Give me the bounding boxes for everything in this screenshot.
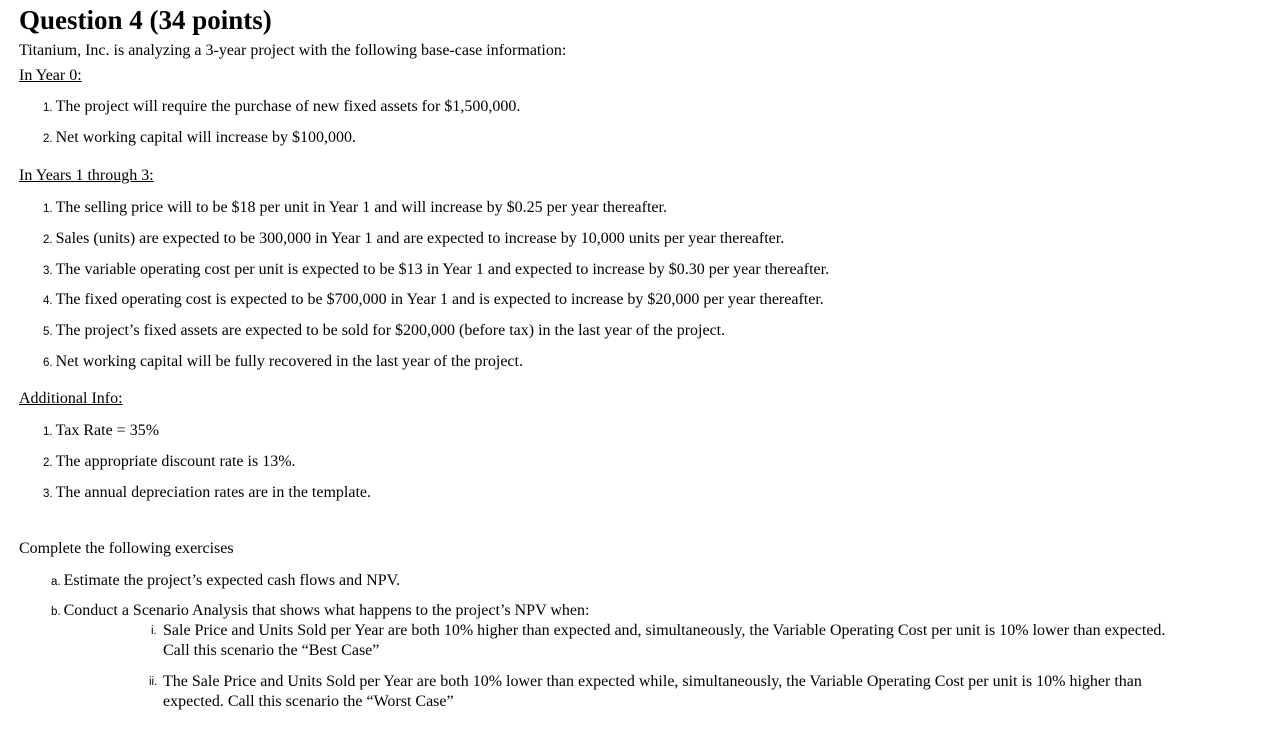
list-item-text: Tax Rate = 35% [55,422,160,439]
list-item [43,97,520,118]
list-marker: 5. [43,326,53,338]
list-marker: 2. [43,457,53,469]
list-marker: 1. [43,102,53,114]
question-title: Question 4 (34 points) [19,5,272,35]
list-item-text: The project will require the purchase of new fixed assets for $1,500,000. [55,98,521,115]
sub-list-line: Sale Price and Units Sold per Year are both 10% higher than expected and, simultaneously, the Variable Operating Cost per unit is 10% lower than expected. [163,622,1166,639]
list-item [43,198,667,219]
sub-list-item [151,621,1166,661]
list-marker: b. [51,606,61,618]
list-item [43,260,829,281]
list-item [43,483,371,504]
list-item [43,421,159,442]
list-item-text: Net working capital will increase by $100,000. [55,129,356,146]
sub-list-line: The Sale Price and Units Sold per Year are both 10% lower than expected while, simultaneously, the Variable Operating Cost per unit is 10% higher than [163,673,1142,690]
list-marker: a. [51,576,61,588]
list-item [43,229,784,250]
list-item [51,601,589,622]
list-marker: 6. [43,357,53,369]
list-marker: 2. [43,133,53,145]
list-item-text: Estimate the project’s expected cash flows and NPV. [63,572,401,589]
list-item-text: Net working capital will be fully recovered in the last year of the project. [55,353,523,370]
list-item-text: The appropriate discount rate is 13%. [55,453,296,470]
sub-list-marker: i. [151,625,157,637]
list-marker: 4. [43,295,53,307]
list-item [43,290,824,311]
list-marker: 1. [43,203,53,215]
list-item [43,128,356,149]
list-item-text: The project’s fixed assets are expected to be sold for $200,000 (before tax) in the last year of the project. [55,322,726,339]
list-item-text: The annual depreciation rates are in the template. [55,484,371,501]
list-item [43,352,523,373]
sub-list-line: Call this scenario the “Best Case” [163,642,380,659]
list-marker: 1. [43,426,53,438]
list-item-text: Sales (units) are expected to be 300,000 in Year 1 and are expected to increase by 10,000 units per year thereafter. [55,230,785,247]
list-item-text: The selling price will to be $18 per unit in Year 1 and will increase by $0.25 per year thereafter. [55,199,667,216]
exercises-heading: Complete the following exercises [19,540,234,557]
list-item-text: The variable operating cost per unit is expected to be $13 in Year 1 and expected to increase by $0.30 per year thereafter. [55,261,830,278]
list-item-text: The fixed operating cost is expected to be $700,000 in Year 1 and is expected to increase by $20,000 per year thereafter. [55,291,824,308]
intro-text: Titanium, Inc. is analyzing a 3-year project with the following base-case information: [19,42,567,59]
list-marker: 3. [43,488,53,500]
list-item [43,321,725,342]
list-item [51,571,400,592]
sub-list-item [149,672,1142,712]
additional-heading: Additional Info: [19,390,123,407]
sub-list-line: expected. Call this scenario the “Worst Case” [163,693,454,710]
list-marker: 3. [43,265,53,277]
year0-heading: In Year 0: [19,67,82,84]
years1to3-heading: In Years 1 through 3: [19,167,154,184]
sub-list-marker: ii. [149,676,158,688]
list-marker: 2. [43,234,53,246]
list-item-text: Conduct a Scenario Analysis that shows what happens to the project’s NPV when: [63,602,590,619]
list-item [43,452,296,473]
